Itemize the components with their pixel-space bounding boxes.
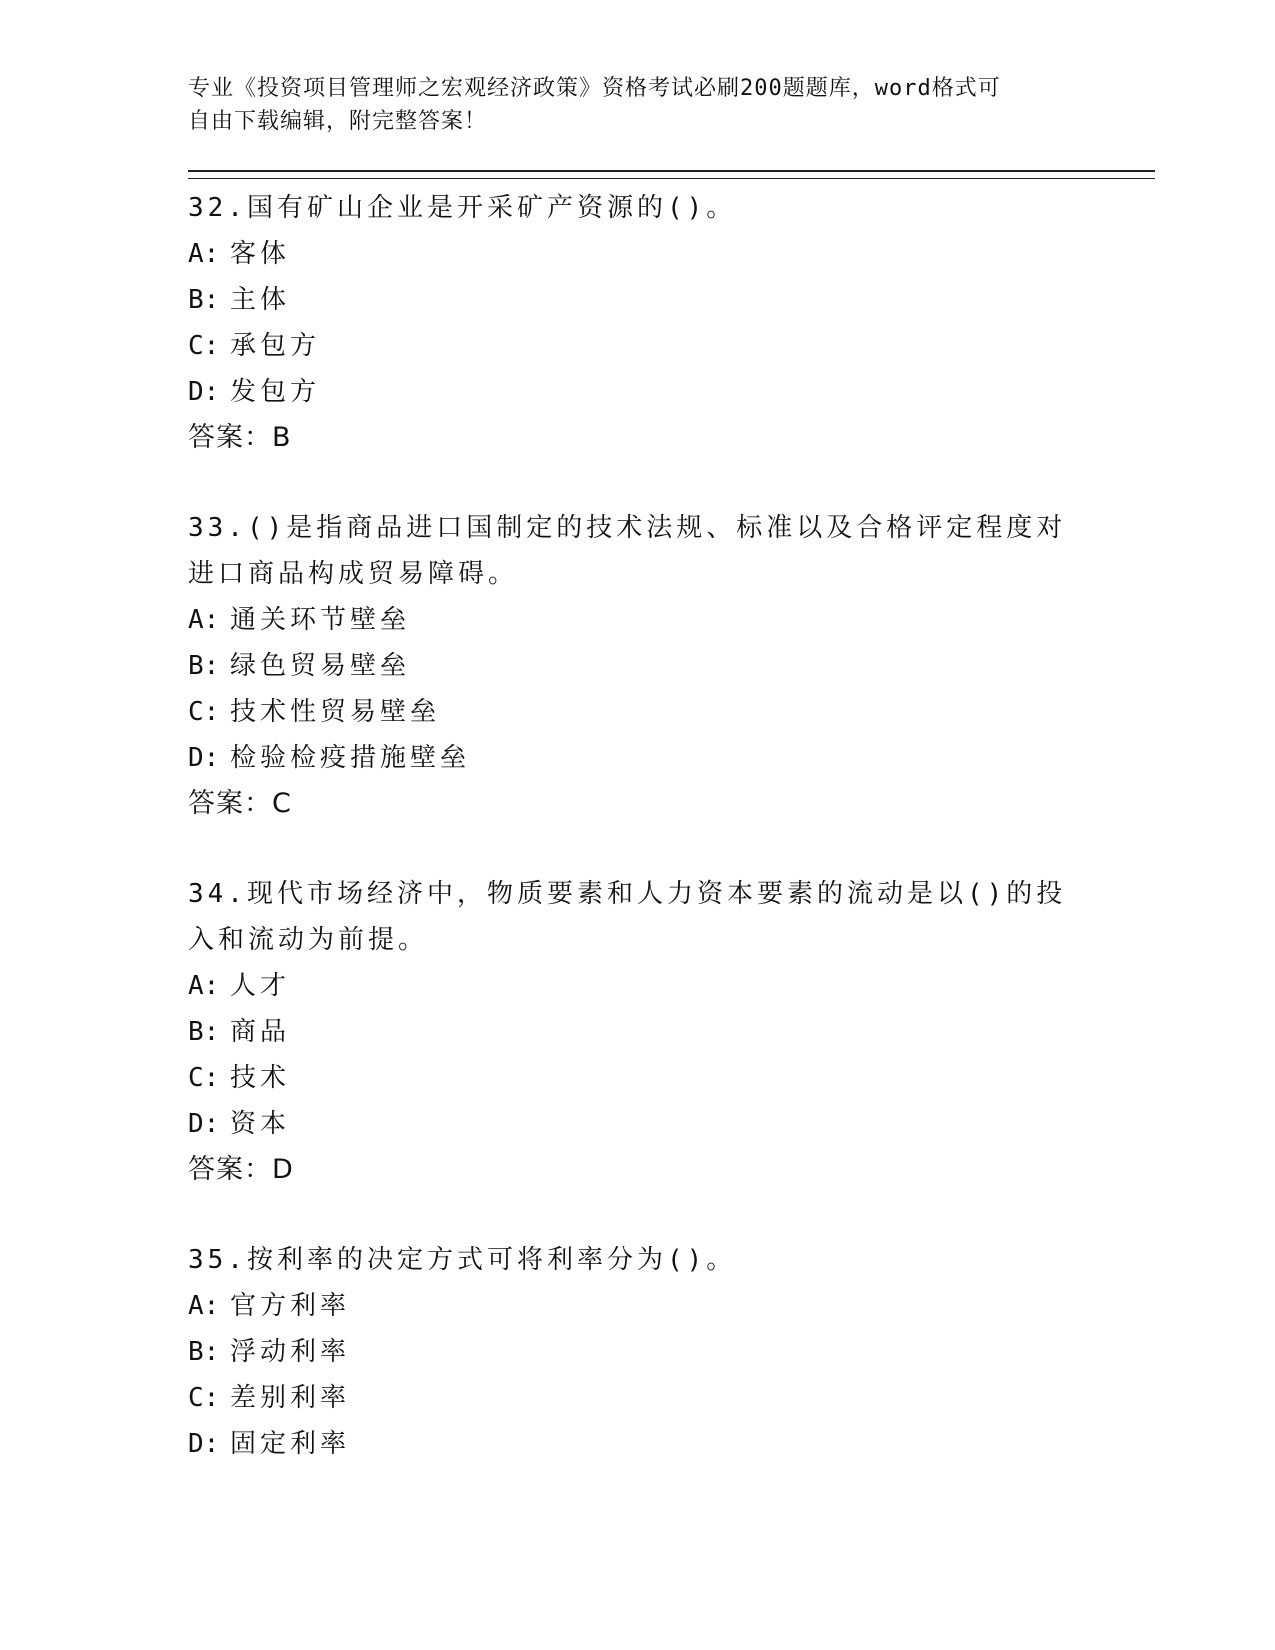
question-text: 33.()是指商品进口国制定的技术法规、标准以及合格评定程度对进口商品构成贸易障碍。	[188, 513, 1067, 589]
option-key: D:	[188, 377, 220, 407]
option-text: 商品	[230, 1017, 291, 1047]
option-text: 官方利率	[230, 1291, 351, 1321]
header-divider	[188, 170, 1155, 179]
option-text: 承包方	[230, 331, 321, 361]
option-d	[188, 1421, 1155, 1467]
option-text: 技术性贸易壁垒	[230, 697, 441, 727]
spacer	[188, 461, 1155, 505]
answer-line: 答案：D	[188, 1154, 294, 1185]
document-page	[188, 72, 1155, 1467]
option-text: 人才	[230, 971, 291, 1001]
option-b	[188, 277, 1155, 323]
option-key: D:	[188, 1429, 220, 1459]
spacer	[188, 1193, 1155, 1237]
option-text: 技术	[230, 1063, 291, 1093]
option-c	[188, 689, 1155, 735]
option-key: C:	[188, 1063, 220, 1093]
header-line-2: 自由下载编辑，附完整答案！	[188, 109, 488, 134]
option-key: B:	[188, 285, 220, 315]
option-b	[188, 1329, 1155, 1375]
option-key: D:	[188, 1109, 220, 1139]
option-c	[188, 323, 1155, 369]
option-text: 通关环节壁垒	[230, 605, 411, 635]
question-text: 34.现代市场经济中，物质要素和人力资本要素的流动是以()的投入和流动为前提。	[188, 879, 1067, 955]
option-a	[188, 597, 1155, 643]
question-text: 35.按利率的决定方式可将利率分为()。	[188, 1245, 737, 1275]
option-key: B:	[188, 1017, 220, 1047]
question-35	[188, 1237, 1155, 1467]
option-d	[188, 735, 1155, 781]
document-header	[188, 72, 1068, 138]
option-b	[188, 1009, 1155, 1055]
option-d	[188, 1101, 1155, 1147]
option-text: 绿色贸易壁垒	[230, 651, 411, 681]
option-text: 固定利率	[230, 1429, 351, 1459]
option-text: 客体	[230, 239, 291, 269]
option-key: C:	[188, 697, 220, 727]
question-text: 32.国有矿山企业是开采矿产资源的()。	[188, 193, 737, 223]
answer-line: 答案：B	[188, 422, 292, 453]
option-key: C:	[188, 331, 220, 361]
option-key: A:	[188, 239, 220, 269]
option-a	[188, 231, 1155, 277]
option-text: 检验检疫措施壁垒	[230, 743, 471, 773]
option-text: 差别利率	[230, 1383, 351, 1413]
option-key: A:	[188, 1291, 220, 1321]
question-34	[188, 871, 1155, 1193]
question-33	[188, 505, 1155, 827]
option-key: B:	[188, 1337, 220, 1367]
option-c	[188, 1055, 1155, 1101]
option-key: A:	[188, 605, 220, 635]
spacer	[188, 827, 1155, 871]
option-key: A:	[188, 971, 220, 1001]
option-c	[188, 1375, 1155, 1421]
option-key: B:	[188, 651, 220, 681]
option-a	[188, 1283, 1155, 1329]
option-text: 浮动利率	[230, 1337, 351, 1367]
option-text: 资本	[230, 1109, 291, 1139]
option-d	[188, 369, 1155, 415]
option-key: D:	[188, 743, 220, 773]
option-key: C:	[188, 1383, 220, 1413]
question-32	[188, 185, 1155, 461]
header-line-1: 专业《投资项目管理师之宏观经济政策》资格考试必刷200题题库，word格式可	[188, 76, 1001, 101]
option-a	[188, 963, 1155, 1009]
answer-line: 答案：C	[188, 788, 292, 819]
option-b	[188, 643, 1155, 689]
option-text: 发包方	[230, 377, 321, 407]
option-text: 主体	[230, 285, 291, 315]
